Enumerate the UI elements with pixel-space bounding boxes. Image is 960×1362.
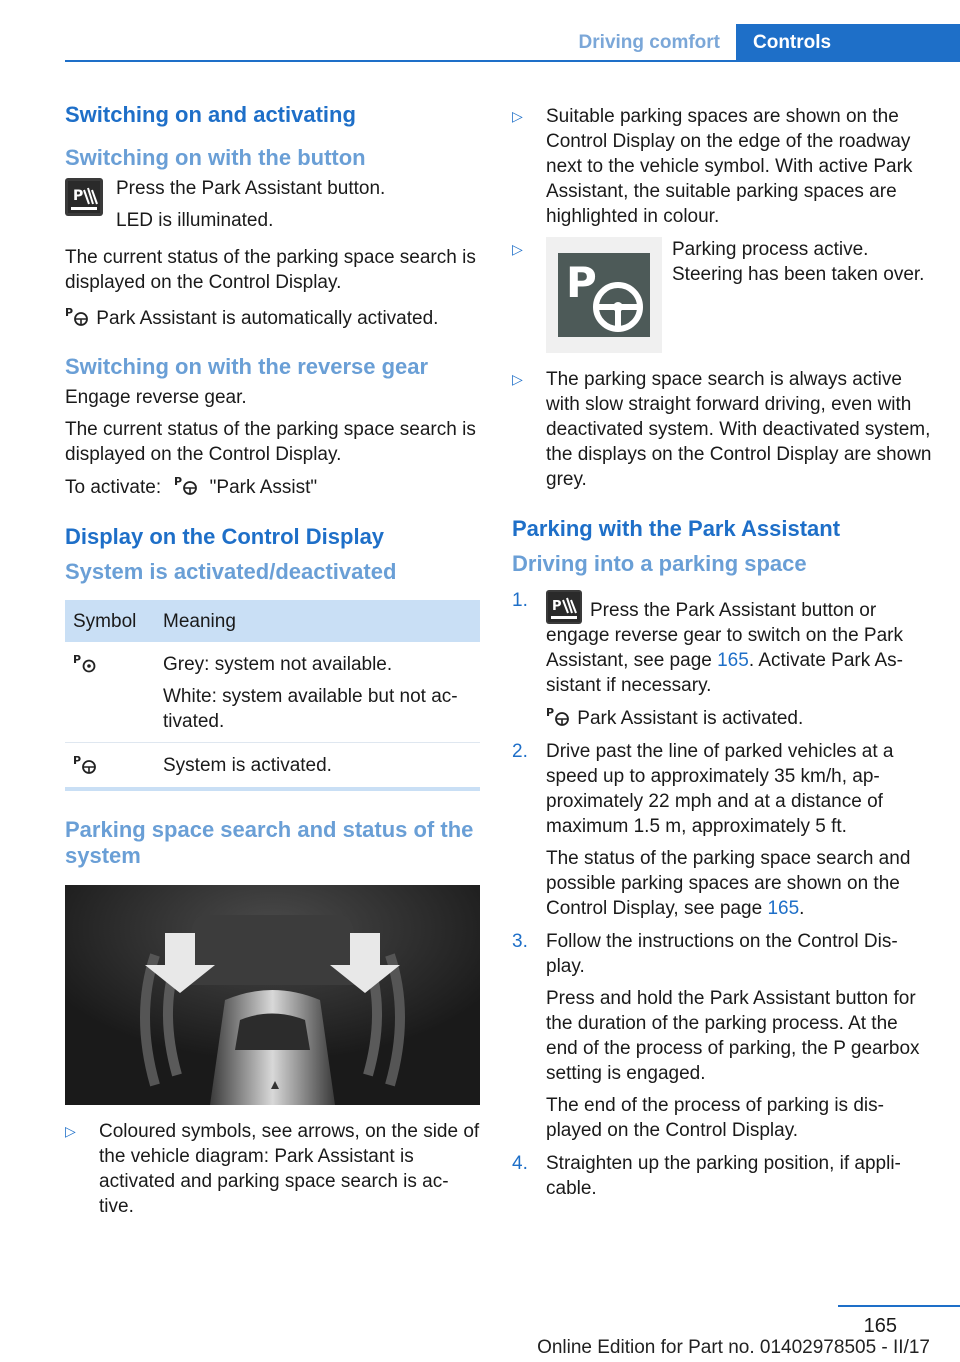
step-number: 3. (512, 931, 528, 952)
row-white-text: White: system available but not ac‐ tivated. (163, 686, 458, 732)
engage-reverse-text: Engage reverse gear. (65, 387, 247, 408)
list-item (65, 1119, 480, 1219)
svg-text:P: P (65, 306, 74, 319)
step3-text-a: Follow the instructions on the Control Dis‐ play. (546, 931, 898, 977)
park-assist-menu-icon (174, 474, 200, 496)
to-activate-label: To activate: (65, 477, 162, 498)
symbol-table (65, 600, 480, 787)
heading-switching-on: Switching on and activating (65, 102, 356, 127)
edition-footer: Online Edition for Part no. 01402978505 - II/17 (537, 1337, 930, 1358)
step-number: 4. (512, 1153, 528, 1174)
step2-text-a: Drive past the line of parked vehicles at a speed up to approximately 35 km/h, ap‐ proximately 22 mph and at a distance of maximum 1.5 m, approximately 5 ft. (546, 741, 894, 837)
step2-text-c: . (799, 898, 805, 919)
always-active-text: The parking space search is always active with slow straight forward driving, even with deactivated system. With deactivated system, the displays on the Control Display are shown grey. (546, 369, 932, 490)
bullet-triangle-icon: ▷ (512, 108, 523, 124)
vehicle-diagram-image (65, 885, 480, 1105)
table-row (65, 743, 480, 788)
page-link-165[interactable]: 165 (717, 650, 749, 671)
step-number: 2. (512, 741, 528, 762)
heading-control-display: Display on the Control Display (65, 524, 385, 549)
list-item (512, 588, 932, 731)
step-number: 1. (512, 590, 528, 611)
left-column (65, 100, 480, 1227)
footer-rule (838, 1305, 960, 1307)
list-item (512, 237, 932, 359)
bullet-triangle-icon: ▷ (65, 1123, 76, 1139)
heading-parking-status: Parking space search and status of the system (65, 817, 474, 868)
list-item (512, 739, 932, 921)
coloured-symbols-text: Coloured symbols, see arrows, on the side of the vehicle diagram: Park Assistant is activated and parking space search is ac‐ tive. (99, 1121, 480, 1217)
press-button-text: Press the Park Assistant button. (116, 178, 386, 199)
heading-system-activated: System is activated/deactivated (65, 559, 397, 584)
table-bottom-rule (65, 787, 480, 791)
svg-text:P: P (546, 706, 555, 719)
park-assistant-button-icon (546, 590, 582, 624)
svg-text:P: P (73, 754, 82, 767)
right-column (512, 104, 932, 1209)
bullet-triangle-icon: ▷ (512, 241, 523, 257)
list-item (512, 929, 932, 1143)
heading-switch-button: Switching on with the button (65, 145, 366, 170)
header-rule (65, 60, 960, 62)
list-item (512, 367, 932, 492)
svg-text:P: P (174, 475, 183, 488)
steering-takeover-icon (546, 237, 662, 353)
page-link-165[interactable]: 165 (767, 898, 800, 919)
header-tab-controls: Controls (736, 24, 960, 62)
col-meaning-header: Meaning (155, 600, 480, 642)
auto-activated-text: Park Assistant is automatically activated. (96, 308, 439, 329)
park-assist-active-icon (73, 753, 99, 775)
step1-text-b: . Activate Park As‐ sistant if necessary. (546, 650, 903, 696)
heading-parking-with-assistant: Parking with the Park Assistant (512, 516, 841, 541)
button-instruction (65, 176, 480, 233)
svg-text:P: P (73, 653, 82, 666)
svg-text:P: P (566, 258, 597, 307)
step3-text-b: Press and hold the Park Assistant button for the duration of the parking process. At the end of the process of parking, the P gearbox setting is engaged. (546, 988, 920, 1084)
svg-text:P: P (73, 188, 84, 204)
bullet-triangle-icon: ▷ (512, 371, 523, 387)
park-assist-steering-icon (65, 305, 91, 327)
park-assist-menu-label: "Park Assist" (209, 477, 318, 498)
list-item (512, 1151, 932, 1201)
park-assist-inactive-icon (73, 652, 99, 674)
heading-driving-into: Driving into a parking space (512, 551, 807, 576)
svg-text:P: P (552, 599, 562, 614)
step3-text-c: The end of the process of parking is dis‐ played on the Control Display. (546, 1095, 884, 1141)
status-text-2: The current status of the parking space search is displayed on the Control Display. (65, 419, 476, 465)
park-assistant-button-icon (65, 178, 103, 216)
col-symbol-header: Symbol (65, 600, 155, 642)
led-text: LED is illuminated. (116, 210, 274, 231)
row-grey-text: Grey: system not available. (163, 654, 393, 675)
row-activated-text: System is activated. (163, 755, 332, 776)
step4-text-a: Straighten up the parking position, if appli‐ cable. (546, 1153, 901, 1199)
heading-reverse-gear: Switching on with the reverse gear (65, 354, 429, 379)
step2-text-b: The status of the parking space search and possible parking spaces are shown on the Control Display, see page (546, 848, 911, 919)
step1-text-c: Park Assistant is activated. (577, 708, 804, 729)
step1-text-a: Press the Park Assistant button or engage reverse gear to switch on the Park Assistant, see page (546, 600, 903, 671)
page-number: 165 (863, 1315, 897, 1337)
list-item (512, 104, 932, 229)
park-assist-steering-icon (546, 705, 572, 727)
header-section: Driving comfort (578, 32, 720, 53)
parking-process-text: Parking process active. Steering has been taken over. (672, 239, 925, 285)
table-row (65, 642, 480, 743)
suitable-spaces-text: Suitable parking spaces are shown on the Control Display on the edge of the roadway next to the vehicle symbol. With active Park Assistant, the suitable parking spaces are highlighted in colour. (546, 106, 913, 227)
status-text-1: The current status of the parking space search is displayed on the Control Display. (65, 247, 476, 293)
